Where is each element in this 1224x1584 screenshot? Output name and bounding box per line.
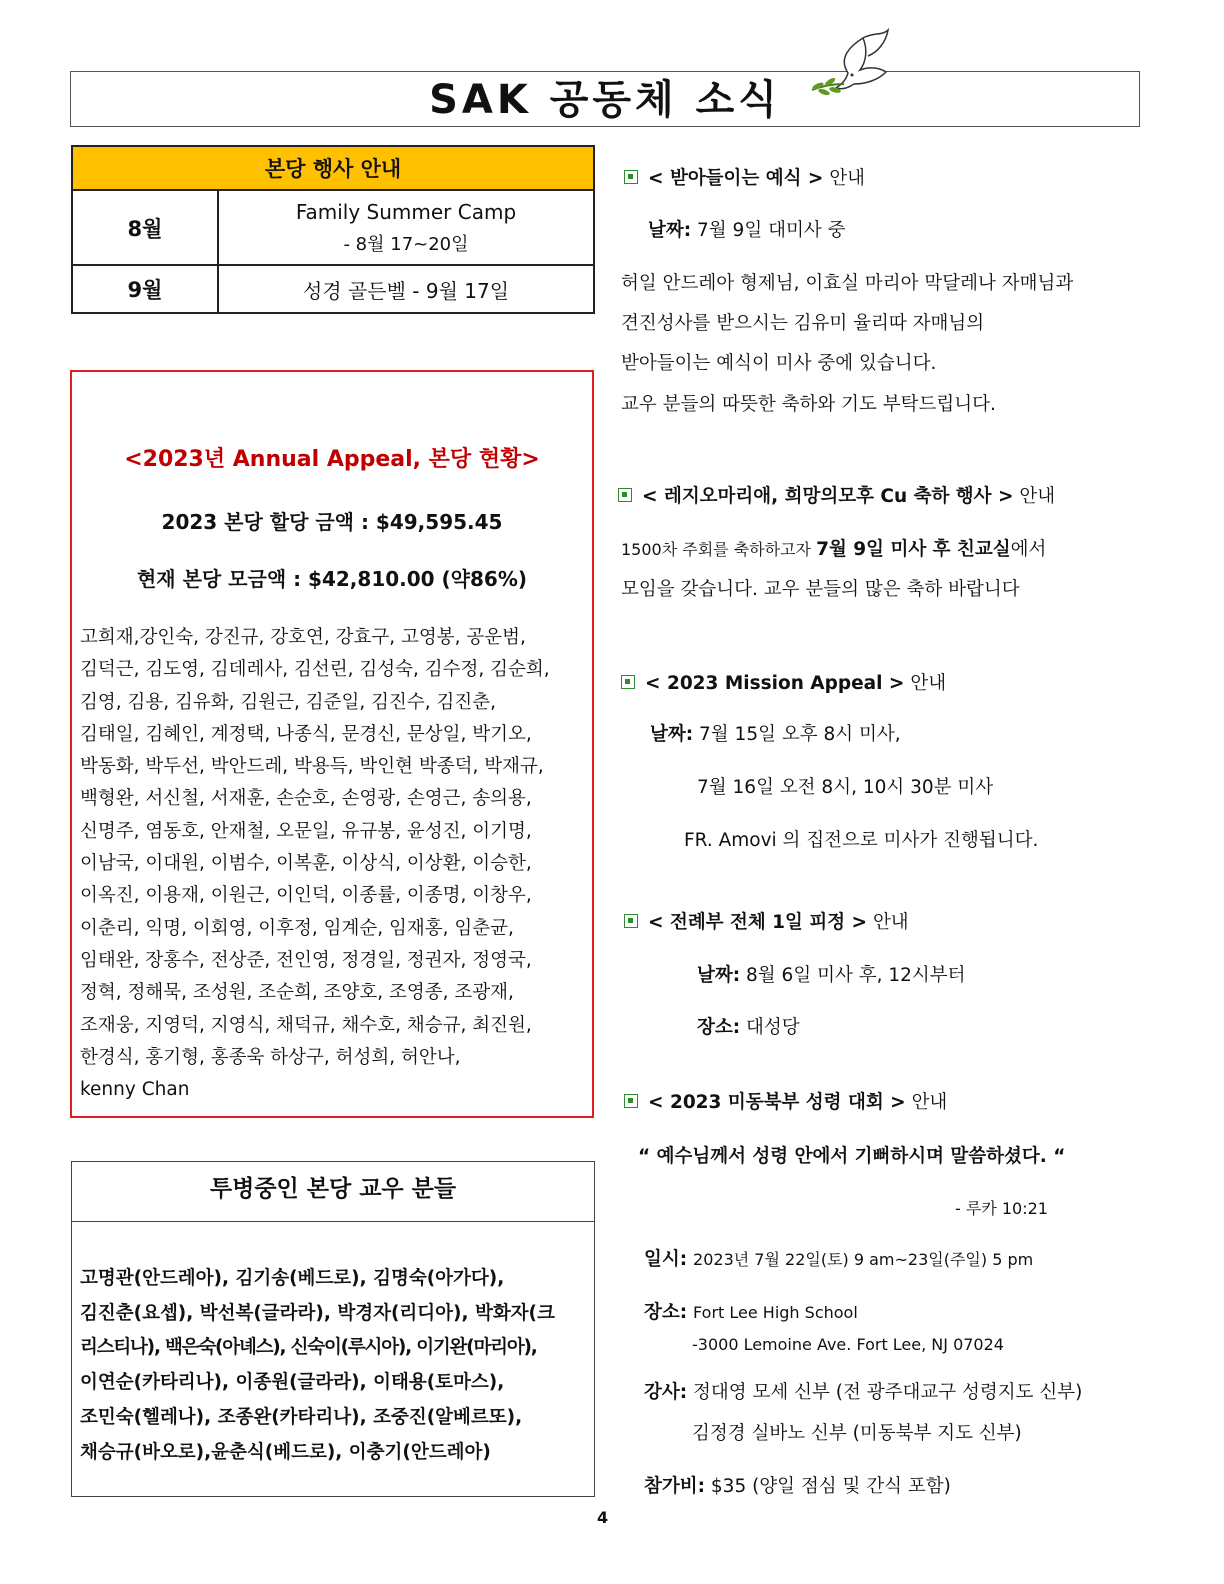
list-item: 한경식, 홍기형, 홍종욱 하상구, 허성희, 허안나, [80,1046,461,1068]
body-line: 허일 안드레아 형제님, 이효실 마리아 막달레나 자매님과 [621,273,1074,294]
body-line: 교우 분들의 따뜻한 축하와 기도 부탁드립니다. [621,394,996,415]
list-item: 조재웅, 지영덕, 지영식, 채덕규, 채수호, 채승규, 최진원, [80,1014,532,1036]
body-line: FR. Amovi 의 집전으로 미사가 진행됩니다. [684,830,1039,851]
body-line: 모임을 갖습니다. 교우 분들의 많은 축하 바랍니다 [621,579,1020,600]
square-bullet-icon [618,488,632,502]
list-item: 조민숙(헬레나), 조종완(카타리나), 조중진(알베르또), [80,1406,523,1428]
event-date-line [697,961,965,987]
list-item: 리스티나), 백은숙(아녜스), 신숙이(루시아), 이기완(마리아), [80,1337,537,1359]
heading-text: < 2023 Mission Appeal > [645,673,905,694]
heading-text: < 2023 미동북부 성령 대회 > [648,1092,906,1113]
section-heading [624,908,909,934]
section-heading [624,164,865,190]
list-item: 박동화, 박두선, 박안드레, 박용득, 박인현 박종덕, 박재규, [80,756,544,778]
list-item: 이남국, 이대원, 이범수, 이복훈, 이상식, 이상환, 이승한, [80,853,532,875]
events-table [71,145,595,314]
event-place-line [697,1013,800,1039]
list-item: 김영, 김용, 김유화, 김원근, 김준일, 김진수, 김진춘, [80,691,496,713]
heading-suffix: 안내 [1019,486,1056,507]
place-address: -3000 Lemoine Ave. Fort Lee, NJ 07024 [692,1335,1004,1354]
event-month: 9월 [72,265,218,313]
event-month: 8월 [72,190,218,265]
date-value: 7월 16일 오전 8시, 10시 30분 미사 [697,777,994,798]
date-label: 날짜: [648,220,692,241]
section-heading [621,669,946,695]
section-heading [624,1088,947,1114]
scripture-quote: “ 예수님께서 성령 안에서 기뻐하시며 말씀하셨다. “ [638,1146,1066,1167]
heading-text: < 받아들이는 예식 > [648,168,824,189]
speaker-label: 강사: [644,1382,688,1403]
table-row [72,265,594,313]
event-speaker-line [644,1378,1082,1404]
list-item: 이옥진, 이용재, 이원근, 이인덕, 이종률, 이종명, 이창우, [80,885,532,907]
appeal-title: <2023년 Annual Appeal, 본당 현황> [124,447,540,472]
event-description [218,190,594,265]
dove-icon [808,28,898,108]
date-label: 날짜: [697,965,741,986]
event-date-line [648,216,845,242]
list-item: 채승규(바오로),윤춘식(베드로), 이충기(안드레아) [80,1441,491,1463]
body-line: 받아들이는 예식이 미사 중에 있습니다. [621,353,937,374]
place-value: Fort Lee High School [693,1303,858,1322]
event-place-line [644,1298,858,1324]
body-line: 견진성사를 받으시는 김유미 율리따 자매님의 [621,313,985,334]
section-heading [618,482,1055,508]
square-bullet-icon [624,170,638,184]
event-date-line [644,1245,1033,1271]
fee-label: 참가비: [644,1476,706,1497]
list-item: 김덕근, 김도영, 김데레사, 김선린, 김성숙, 김수정, 김순희, [80,659,550,681]
list-item: 백형완, 서신철, 서재훈, 손순호, 손영광, 손영근, 송의용, [80,788,532,810]
event-name: Family Summer Camp [295,199,517,224]
event-description: 성경 골든벨 - 9월 17일 [218,265,594,313]
heading-text: < 전례부 전체 1일 피정 > [648,912,868,933]
date-label: 일시: [644,1249,688,1270]
appeal-collected: 현재 본당 모금액 : $42,810.00 (약86%) [136,567,528,591]
place-value: 대성당 [746,1017,800,1038]
events-title: 본당 행사 안내 [72,146,594,190]
sick-title: 투병중인 본당 교우 분들 [209,1176,457,1202]
list-item: 이춘리, 익명, 이회영, 이후정, 임계순, 임재홍, 임춘균, [80,917,514,939]
list-item: 김진춘(요셉), 박선복(글라라), 박경자(리디아), 박화자(크 [80,1302,555,1324]
table-row [72,190,594,265]
list-item: 고명관(안드레아), 김기송(베드로), 김명숙(아가다), [80,1268,505,1289]
list-item: kenny Chan [80,1079,190,1101]
scripture-reference: - 루카 10:21 [955,1199,1048,1218]
speaker-value: 정대영 모세 신부 (전 광주대교구 성령지도 신부) [693,1382,1083,1403]
body-line [621,535,1046,561]
list-item: 김태일, 김혜인, 계정택, 나종식, 문경신, 문상일, 박기오, [80,723,532,745]
heading-suffix: 안내 [911,1092,948,1113]
list-item: 이연순(카타리나), 이종원(글라라), 이태용(토마스), [80,1372,505,1394]
date-value: 2023년 7월 22일(토) 9 am~23일(주일) 5 pm [693,1250,1034,1269]
donor-list [80,622,590,1106]
body-text: 에서 [1010,539,1047,560]
page-title: SAK 공동체 소식 [429,77,781,123]
heading-suffix: 안내 [829,168,866,189]
heading-suffix: 안내 [872,912,909,933]
date-label: 날짜: [650,724,694,745]
divider [71,1221,595,1222]
list-item: 신명주, 염동호, 안재철, 오문일, 유규봉, 윤성진, 이기명, [80,820,532,842]
event-fee-line [644,1472,951,1498]
date-value: 8월 6일 미사 후, 12시부터 [746,965,966,986]
page-number: 4 [597,1508,609,1527]
heading-suffix: 안내 [910,673,947,694]
sick-list [80,1262,590,1470]
square-bullet-icon [624,1094,638,1108]
fee-value: $35 (양일 점심 및 간식 포함) [710,1476,951,1497]
body-emphasis: 7월 9일 미사 후 친교실 [816,539,1011,560]
list-item: 고희재,강인숙, 강진규, 강호연, 강효구, 고영봉, 공운범, [80,627,526,648]
place-label: 장소: [697,1017,741,1038]
date-value: 7월 9일 대미사 중 [697,220,846,241]
event-date-line [650,720,901,746]
list-item: 임태완, 장홍수, 전상준, 전인영, 정경일, 정권자, 정영국, [80,949,532,971]
heading-text: < 레지오마리애, 희망의모후 Cu 축하 행사 > [642,486,1014,507]
appeal-quota: 2023 본당 할당 금액 : $49,595.45 [161,510,503,534]
body-text: 1500차 주회를 축하하고자 [621,540,817,559]
place-label: 장소: [644,1302,688,1323]
list-item: 정혁, 정해묵, 조성원, 조순희, 조양호, 조영종, 조광재, [80,982,514,1004]
square-bullet-icon [624,914,638,928]
event-date: - 8월 17~20일 [343,233,469,255]
speaker-value: 김정경 실바노 신부 (미동북부 지도 신부) [692,1423,1022,1444]
square-bullet-icon [621,675,635,689]
date-value: 7월 15일 오후 8시 미사, [699,724,901,745]
